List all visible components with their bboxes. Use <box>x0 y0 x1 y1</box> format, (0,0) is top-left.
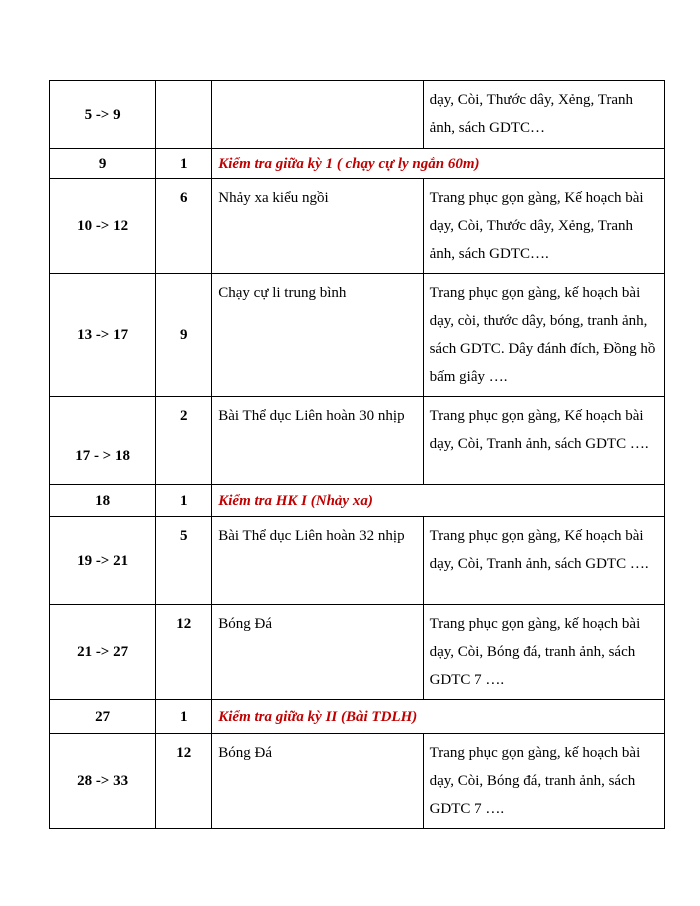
periods-cell: 12 <box>156 605 212 700</box>
equipment-cell: Trang phục gọn gàng, kế hoạch bài dạy, Còi, Bóng đá, tranh ảnh, sách GDTC 7 …. <box>423 734 664 829</box>
equipment-cell: Trang phục gọn gàng, kế hoạch bài dạy, còi, thước dây, bóng, tranh ảnh, sách GDTC. Dây đánh đích, Đồng hồ bấm giây …. <box>423 274 664 397</box>
equipment-cell: Trang phục gọn gàng, Kế hoạch bài dạy, Còi, Tranh ảnh, sách GDTC …. <box>423 397 664 485</box>
periods-cell: 2 <box>156 397 212 485</box>
table-row <box>50 274 665 397</box>
content-cell: Chạy cự li trung bình <box>212 274 423 397</box>
exam-row <box>50 700 665 734</box>
week-cell: 17 - > 18 <box>50 397 156 485</box>
week-cell: 28 -> 33 <box>50 734 156 829</box>
periods-cell: 12 <box>156 734 212 829</box>
periods-cell: 6 <box>156 179 212 274</box>
week-cell: 9 <box>50 149 156 179</box>
week-cell: 5 -> 9 <box>50 81 156 149</box>
periods-cell: 1 <box>156 700 212 734</box>
exam-cell: Kiểm tra giữa kỳ II (Bài TDLH) <box>212 700 665 734</box>
content-cell: Bóng Đá <box>212 605 423 700</box>
content-cell: Nhảy xa kiểu ngồi <box>212 179 423 274</box>
exam-row <box>50 485 665 517</box>
curriculum-table <box>49 80 665 829</box>
table-row <box>50 179 665 274</box>
content-cell: Bài Thể dục Liên hoàn 32 nhịp <box>212 517 423 605</box>
periods-cell: 1 <box>156 485 212 517</box>
table-row <box>50 397 665 485</box>
week-cell: 18 <box>50 485 156 517</box>
content-cell: Bài Thể dục Liên hoàn 30 nhịp <box>212 397 423 485</box>
periods-cell: 5 <box>156 517 212 605</box>
equipment-cell: Trang phục gọn gàng, Kế hoạch bài dạy, Còi, Thước dây, Xẻng, Tranh ảnh, sách GDTC…. <box>423 179 664 274</box>
content-cell: Bóng Đá <box>212 734 423 829</box>
equipment-cell: Trang phục gọn gàng, kế hoạch bài dạy, Còi, Bóng đá, tranh ảnh, sách GDTC 7 …. <box>423 605 664 700</box>
week-cell: 19 -> 21 <box>50 517 156 605</box>
exam-cell: Kiểm tra giữa kỳ 1 ( chạy cự ly ngắn 60m) <box>212 149 665 179</box>
equipment-cell: dạy, Còi, Thước dây, Xẻng, Tranh ảnh, sách GDTC… <box>423 81 664 149</box>
week-cell: 10 -> 12 <box>50 179 156 274</box>
content-cell <box>212 81 423 149</box>
table-row <box>50 517 665 605</box>
table-row <box>50 81 665 149</box>
week-cell: 27 <box>50 700 156 734</box>
exam-row <box>50 149 665 179</box>
exam-cell: Kiểm tra HK I (Nhảy xa) <box>212 485 665 517</box>
table-row <box>50 734 665 829</box>
equipment-cell: Trang phục gọn gàng, Kế hoạch bài dạy, Còi, Tranh ảnh, sách GDTC …. <box>423 517 664 605</box>
periods-cell: 9 <box>156 274 212 397</box>
table-row <box>50 605 665 700</box>
week-cell: 21 -> 27 <box>50 605 156 700</box>
periods-cell: 1 <box>156 149 212 179</box>
week-cell: 13 -> 17 <box>50 274 156 397</box>
periods-cell <box>156 81 212 149</box>
